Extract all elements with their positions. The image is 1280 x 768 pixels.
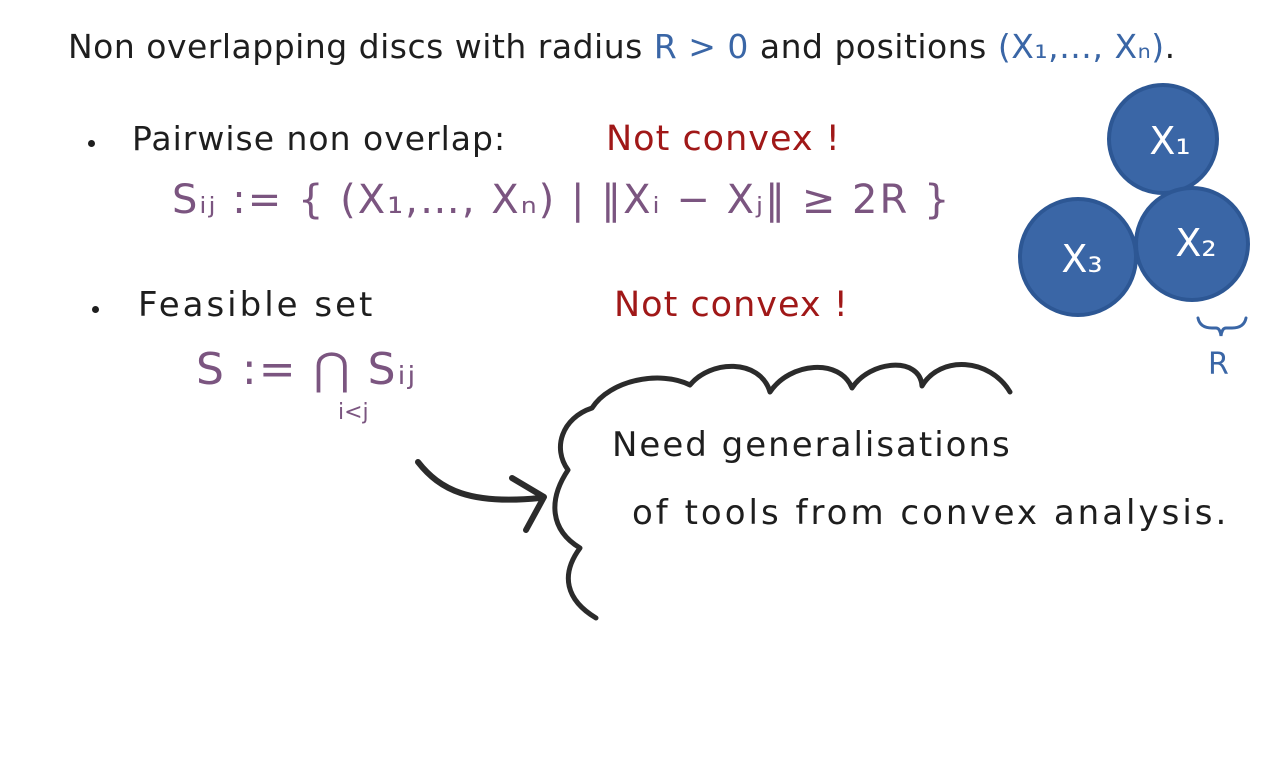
- intro-text-end: .: [1164, 27, 1176, 66]
- intro-text-mid: and positions: [748, 27, 998, 66]
- intro-text-before: Non overlapping discs with radius: [68, 27, 654, 66]
- positions-tuple: (X₁,…, Xₙ): [997, 27, 1165, 66]
- pairwise-label: Pairwise non overlap:: [132, 119, 507, 158]
- arrow-head: [512, 478, 544, 530]
- disc-label-x3: X₃: [1061, 237, 1103, 281]
- pairwise-set-formula: Sᵢⱼ := { (X₁,…, Xₙ) | ‖Xᵢ − Xⱼ‖ ≥ 2R }: [172, 177, 952, 223]
- intersection-subscript: i<j: [338, 400, 369, 425]
- radius-label: R: [1208, 347, 1229, 382]
- disc-label-x1: X₁: [1149, 119, 1191, 163]
- feasible-set-label: Feasible set: [138, 285, 376, 325]
- feasible-not-convex-note: Not convex !: [614, 285, 849, 325]
- thought-cloud: [555, 365, 1010, 618]
- radius-condition: R > 0: [653, 27, 749, 66]
- feasible-set-formula: S := ⋂ Sᵢⱼ: [196, 344, 418, 395]
- cloud-text-line-2: of tools from convex analysis.: [632, 493, 1230, 533]
- pairwise-not-convex-note: Not convex !: [606, 119, 841, 159]
- disc-label-x2: X₂: [1175, 221, 1217, 265]
- cloud-text-line-1: Need generalisations: [612, 425, 1012, 465]
- radius-brace: [1198, 318, 1246, 336]
